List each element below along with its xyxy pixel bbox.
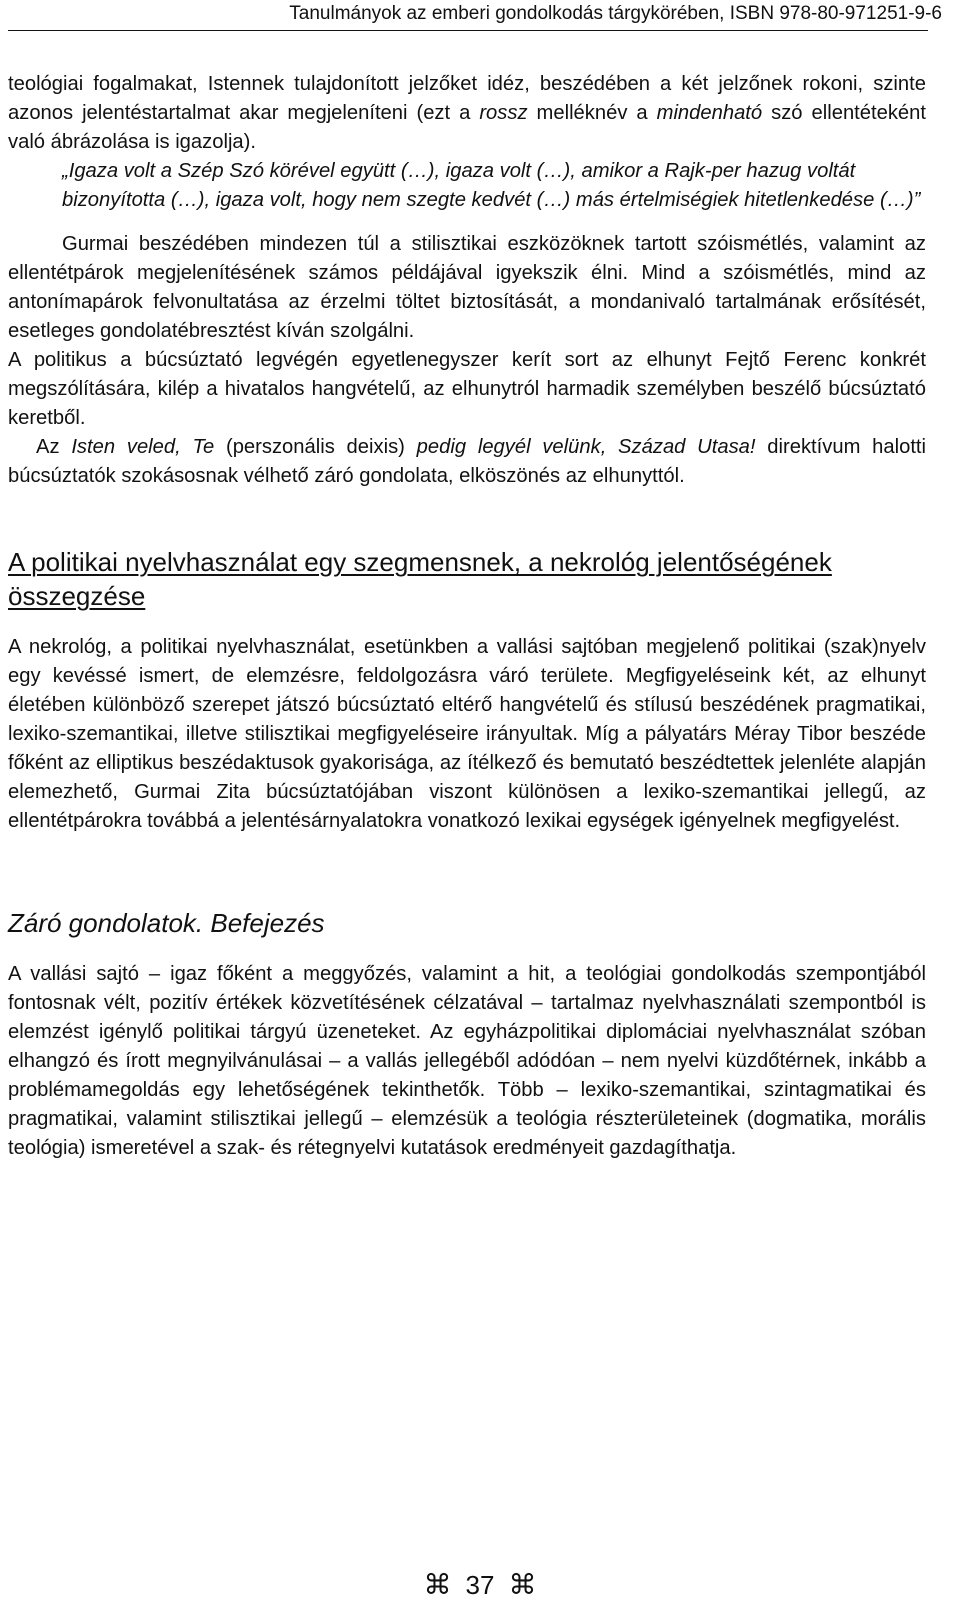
command-ornament-icon: ⌘ — [423, 1568, 452, 1601]
paragraph-gurmai: Gurmai beszédében mindezen túl a stilisztikai eszközöknek tartott szóismétlés, valamint az ellentétpárok megjelenítésének számos példájával igyekszik élni. Mind a szóismétlés, mind az antonímapárok felvonultatása az érzelmi töltet biztosítását, a mondanivaló tartalmának erősítését, esetleges gondolatébresztést kíván szolgálni. — [8, 233, 926, 342]
paragraph-intro — [8, 70, 926, 157]
paragraph-conclusion: A vallási sajtó – igaz főként a meggyőzés, valamint a hit, a teológiai gondolkodás szempontjából fontosnak vélt, pozitív értékek közvetítésének célzatával – tartalmaz nyelvhasználati szempontból is elemzést igénylő politikai tárgyú üzeneteket. Az egyházpolitikai diplomáciai nyelvhasználat szóban elhangzó és írott megnyilvánulásai – a vallás jellegéből adódóan – nem nyelvi küzdőtérnek, inkább a problémamegoldás egy lehetőségének tekinthetők. Több – lexiko-szemantikai, szintagmatikai és pragmatikai, valamint stilisztikai jellegű – elemzésük a teológia részterületeinek (dogmatika, morális teológia) ismeretével a szak- és rétegnyelvi kutatások eredményeit gazdagíthatja. — [8, 963, 926, 1159]
header-rule — [8, 30, 928, 31]
text-run: Az — [36, 436, 72, 458]
text-emphasis: rossz — [479, 102, 528, 124]
page-body — [8, 70, 926, 1163]
page-number: 37 — [465, 1570, 495, 1600]
section-spacer — [8, 836, 926, 906]
paragraph-summary: A nekrológ, a politikai nyelvhasználat, esetünkben a vallási sajtóban megjelenő politikai (szak)nyelv egy kevéssé ismert, de elemzésre, feldolgozásra váró területe. Megfigyeléseink két, az elhunyt életében különböző szerepet játszó búcsúztató eltérő hangvételű és stílusú beszédének pragmatikai, lexiko-szemantikai, illetve stilisztikai megfigyeléseire irányultak. Míg a pályatárs Méray Tibor beszéde főként az elliptikus beszédaktusok gyakorisága, az ítélkező és bemutató beszédtettek jelenléte alapján elemezhető, Gurmai Zita búcsúztatójában viszont különösen a lexiko-szemantikai jellegű, az ellentétpárokra továbbá a jelentésárnyalatokra vonatkozó lexikai egységek igényelnek megfigyelést. — [8, 636, 926, 832]
text-emphasis: pedig legyél velünk, Század Utasa! — [416, 436, 756, 458]
text-emphasis: Isten veled, Te — [71, 436, 215, 458]
section-heading-summary: A politikai nyelvhasználat egy szegmensnek, a nekrológ jelentőségének összegzése — [8, 547, 832, 611]
section-heading-conclusion: Záró gondolatok. Befejezés — [8, 908, 325, 938]
text-run: direktívum halotti búcsúztatók szokásosnak vélhető záró gondolata, elköszönés az elhunyttól. — [8, 436, 927, 487]
text-run: (perszonális deixis) — [214, 436, 417, 458]
page-footer — [0, 1568, 960, 1602]
text-emphasis: mindenható — [656, 102, 763, 124]
section-spacer — [8, 491, 926, 545]
block-quote: „Igaza volt a Szép Szó körével együtt (…), igaza volt (…), amikor a Rajk-per hazug voltát bizonyította (…), igaza volt, hogy nem szegte kedvét (…) más értelmiségiek hitetlenkedése (…)” — [62, 160, 921, 211]
running-header: Tanulmányok az emberi gondolkodás tárgykörében, ISBN 978-80-971251-9-6 — [289, 3, 942, 24]
command-ornament-icon: ⌘ — [508, 1568, 537, 1601]
paragraph-farewell: A politikus a búcsúztató legvégén egyetlenegyszer kerít sort az elhunyt Fejtő Ferenc konkrét megszólítására, kilép a hivatalos hangvételű, az elhunytról harmadik személyben beszélő búcsúztató keretből. — [8, 349, 926, 429]
text-run: teológiai fogalmakat, Istennek tulajdonított jelzőket idéz, beszédében a két jelzőnek rokoni, szinte azonos jelentéstartalmat akar megjeleníteni (ezt a — [8, 73, 926, 124]
text-run: melléknév a — [527, 102, 657, 124]
text-run: szó ellentéteként való ábrázolása is igazolja). — [8, 102, 926, 153]
paragraph-directive — [8, 433, 926, 491]
